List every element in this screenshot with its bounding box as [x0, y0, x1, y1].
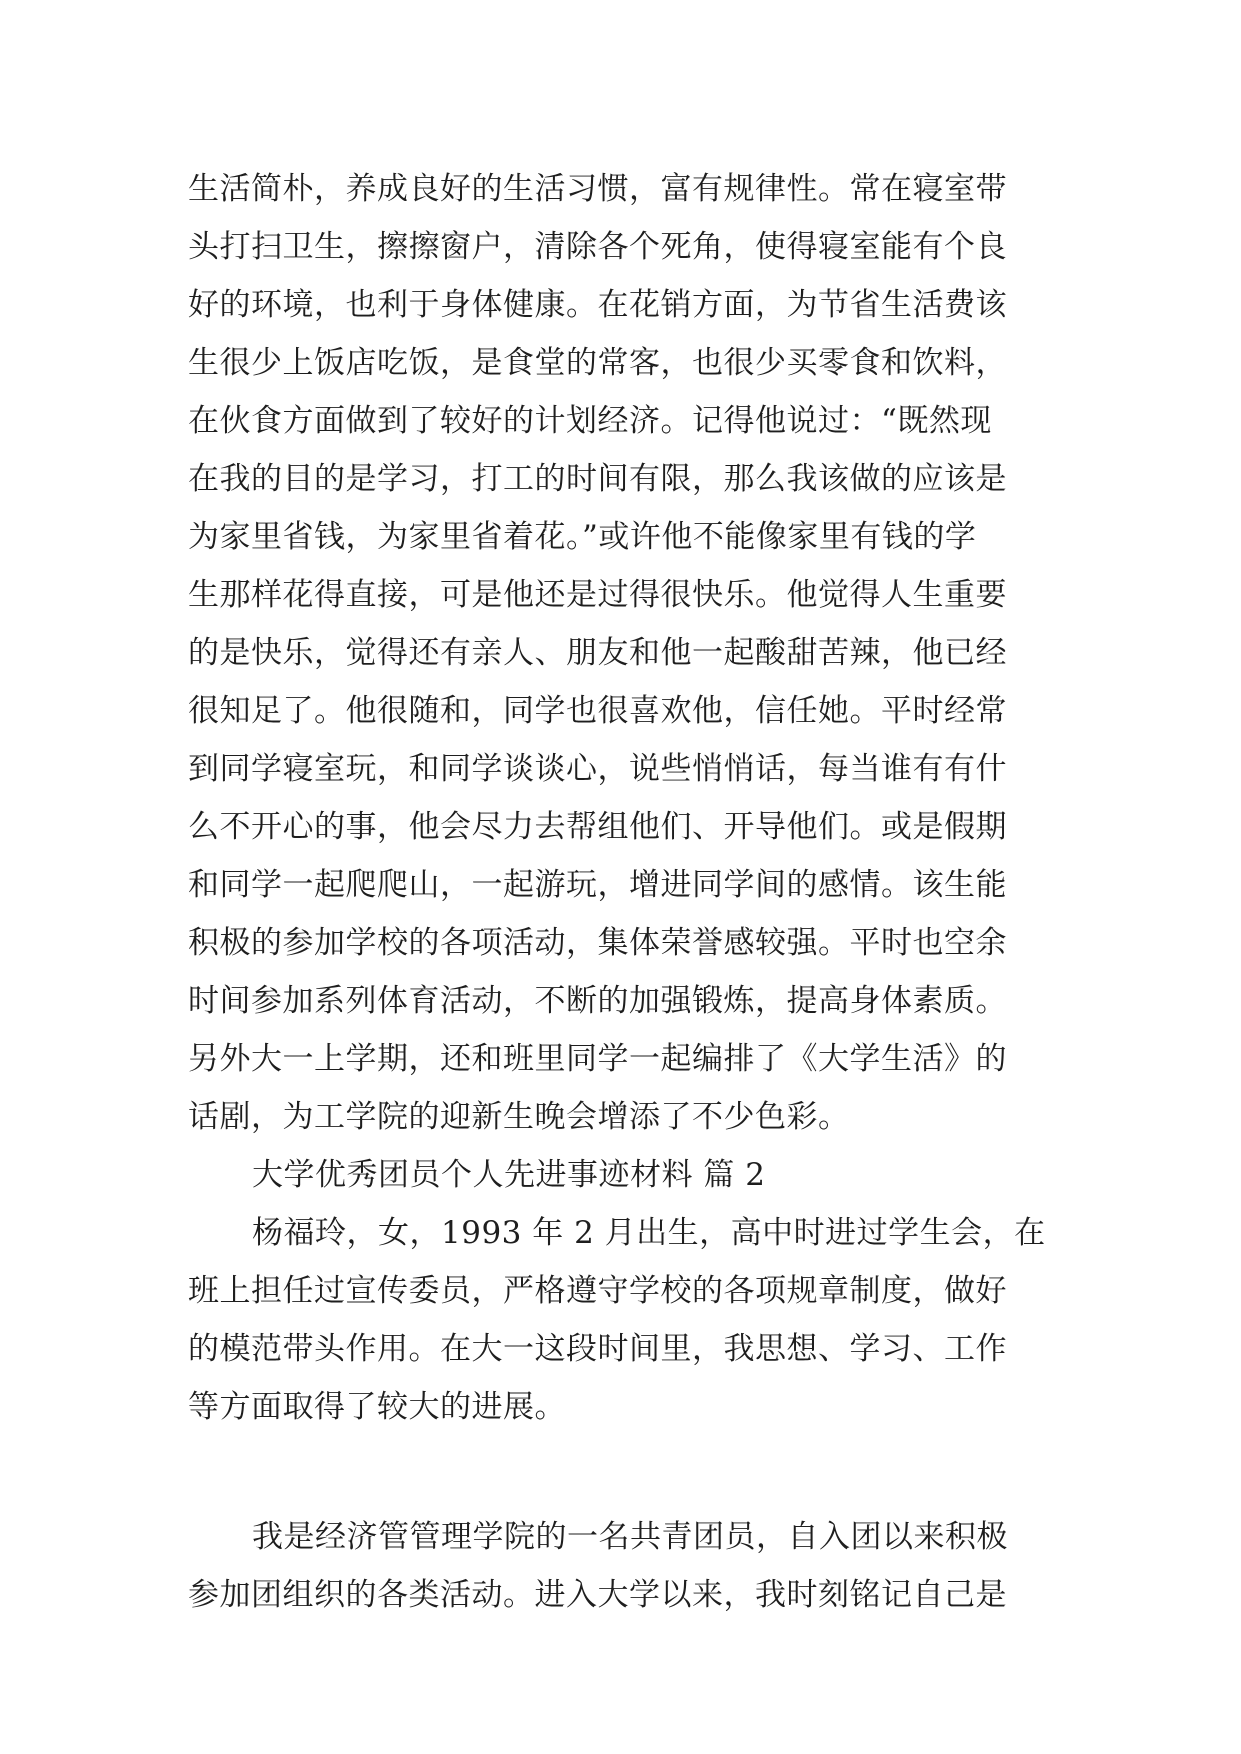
- text-line: 生活简朴，养成良好的生活习惯，富有规律性。常在寝室带: [188, 171, 1007, 207]
- text-line: 另外大一上学期，还和班里同学一起编排了《大学生活》的: [188, 1041, 1007, 1077]
- paragraph-1: [188, 160, 1068, 1146]
- text-line: 到同学寝室玩，和同学谈谈心，说些悄悄话，每当谁有有什: [188, 751, 1007, 787]
- text-line: 在伙食方面做到了较好的计划经济。记得他说过：“既然现: [188, 403, 992, 439]
- text-line: 杨福玲，女，1993 年 2 月出生，高中时进过学生会，在: [252, 1215, 1046, 1251]
- text-line: 班上担任过宣传委员，严格遵守学校的各项规章制度，做好: [188, 1273, 1007, 1309]
- text-line: 参加团组织的各类活动。进入大学以来，我时刻铭记自己是: [188, 1577, 1007, 1613]
- text-line: 么不开心的事，他会尽力去帮组他们、开导他们。或是假期: [188, 809, 1007, 845]
- text-line: 生那样花得直接，可是他还是过得很快乐。他觉得人生重要: [188, 577, 1007, 613]
- text-line: 时间参加系列体育活动，不断的加强锻炼，提高身体素质。: [188, 983, 1007, 1019]
- paragraph-2: [188, 1204, 1068, 1436]
- section-heading: 大学优秀团员个人先进事迹材料 篇 2: [252, 1157, 766, 1193]
- text-line: 和同学一起爬爬山，一起游玩，增进同学间的感情。该生能: [188, 867, 1007, 903]
- text-line: 在我的目的是学习，打工的时间有限，那么我该做的应该是: [188, 461, 1007, 497]
- text-line: 生很少上饭店吃饭，是食堂的常客，也很少买零食和饮料，: [188, 345, 1007, 381]
- paragraph-3: [188, 1508, 1068, 1624]
- text-line: 很知足了。他很随和，同学也很喜欢他，信任她。平时经常: [188, 693, 1007, 729]
- text-line: 话剧，为工学院的迎新生晚会增添了不少色彩。: [188, 1099, 850, 1135]
- text-line: 等方面取得了较大的进展。: [188, 1389, 566, 1425]
- text-line: 头打扫卫生，擦擦窗户，清除各个死角，使得寝室能有个良: [188, 229, 1007, 265]
- document-body: [188, 160, 1068, 1624]
- text-line: 积极的参加学校的各项活动，集体荣誉感较强。平时也空余: [188, 925, 1007, 961]
- text-line: 好的环境，也利于身体健康。在花销方面，为节省生活费该: [188, 287, 1007, 323]
- text-line: 我是经济管管理学院的一名共青团员，自入团以来积极: [252, 1519, 1008, 1555]
- text-line: 的模范带头作用。在大一这段时间里，我思想、学习、工作: [188, 1331, 1007, 1367]
- text-line: 的是快乐，觉得还有亲人、朋友和他一起酸甜苦辣，他已经: [188, 635, 1007, 671]
- text-line: 为家里省钱，为家里省着花。”或许他不能像家里有钱的学: [188, 519, 977, 555]
- paragraph-spacer: [188, 1436, 1068, 1508]
